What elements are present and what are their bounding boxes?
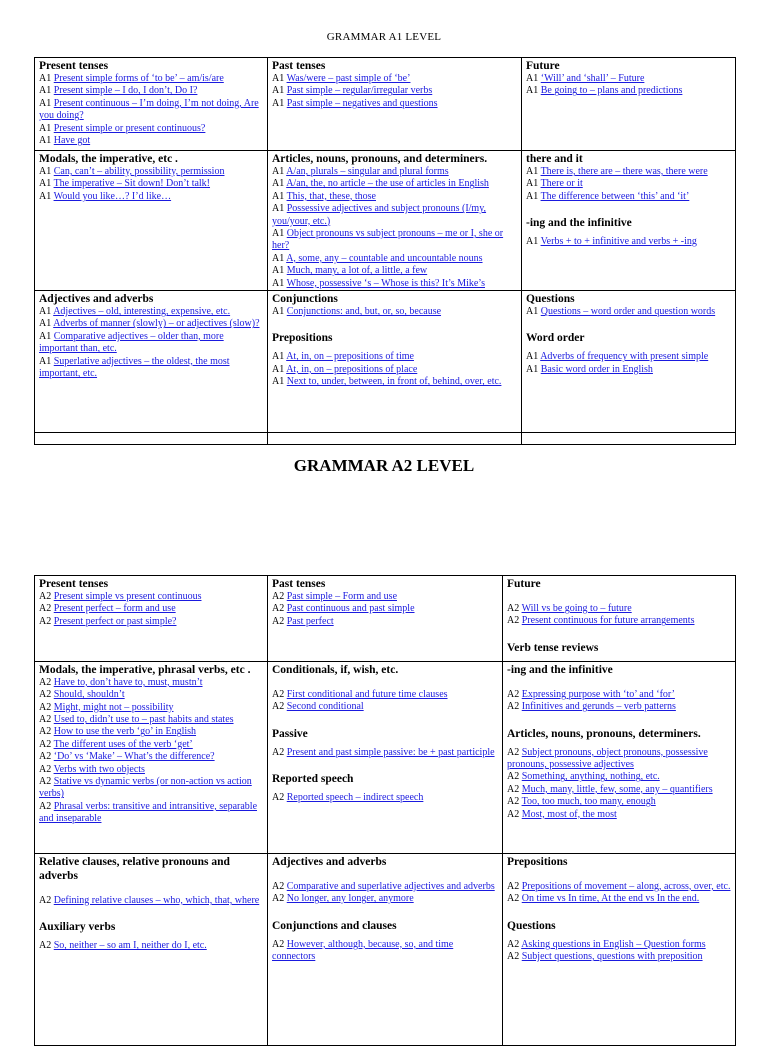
section-heading: Questions [526,293,575,306]
topic-link[interactable]: Most, most of, the most [521,808,617,820]
level-label: A1 [39,190,52,202]
table-cell [35,58,268,151]
level-label: A2 [507,771,520,783]
list-item [39,714,264,726]
level-label: A2 [507,938,520,950]
topic-link[interactable]: Expressing purpose with ‘to’ and ‘for’ [521,688,675,700]
topic-link[interactable]: ‘Do’ vs ‘Make’ – What’s the difference? [53,751,215,763]
level-label: A2 [39,738,52,750]
topic-link[interactable]: ‘Will’ and ‘shall’ – Future [540,73,645,84]
list-item [39,191,264,203]
list-item [39,726,264,738]
level-label: A2 [39,800,52,812]
topic-link[interactable]: Something, anything, nothing, etc. [521,771,660,783]
list-item [39,331,264,356]
section-heading: Modals, the imperative, etc . [39,153,178,165]
list-item [507,747,732,772]
level-label: A1 [272,277,285,289]
topic-link[interactable]: Comparative adjectives – older than, more important than, etc. [39,330,224,355]
empty-cell [35,433,268,445]
section-heading: Conjunctions [272,293,338,306]
topic-link[interactable]: At, in, on – prepositions of time [286,351,414,363]
topic-link[interactable]: On time vs In time, At the end vs In the end. [521,893,700,905]
list-item [39,801,264,826]
topic-link[interactable]: A/an, the, no article – the use of articles in English [286,178,489,190]
section-heading: there and it [526,153,583,165]
section-heading: Auxiliary verbs [39,921,116,934]
list-item [272,191,518,203]
topic-link[interactable]: Second conditional [286,701,364,713]
section-heading: Verb tense reviews [507,641,599,654]
topic-link[interactable]: Present simple vs present continuous [53,591,202,602]
topic-link[interactable]: Past simple – negatives and questions [286,97,438,109]
level-label: A2 [272,603,285,615]
table-cell [503,853,736,1045]
a2-grammar-table [34,575,736,1046]
level-label: A1 [39,166,52,177]
list-item [507,881,732,893]
topic-link[interactable]: This, that, these, those [286,190,376,202]
level-label: A1 [272,351,285,363]
a1-grammar-table [34,57,736,445]
topic-link[interactable]: Past simple – Form and use [286,591,398,602]
level-label: A1 [39,330,52,342]
level-label: A1 [272,252,285,264]
topic-link[interactable]: Stative vs dynamic verbs (or non-action vs action verbs) [39,776,252,800]
topic-link[interactable]: Will vs be going to – future [521,603,632,614]
topic-link[interactable]: Might, might not – possibility [53,701,174,713]
level-label: A2 [39,763,52,775]
topic-link[interactable]: Possessive adjectives and subject pronouns (I/my, you/your, etc.) [272,203,487,227]
list-item [39,751,264,763]
section-heading: Prepositions [272,332,333,345]
list-item [526,166,732,178]
level-label: A1 [272,203,285,215]
level-label: A2 [507,746,520,758]
section-heading: Questions [507,919,556,932]
level-label: A1 [526,236,539,248]
level-label: A1 [39,73,52,84]
level-label: A2 [39,751,52,763]
section-heading: -ing and the infinitive [526,217,632,230]
level-label: A2 [39,701,52,713]
level-label: A2 [39,603,52,615]
list-item [272,203,518,228]
level-label: A2 [272,688,285,700]
section-heading: Conjunctions and clauses [272,919,397,932]
list-item [507,784,732,796]
level-label: A1 [39,355,52,367]
list-item [39,677,264,689]
table-cell [522,151,736,291]
list-item [272,603,499,615]
level-label: A1 [272,228,285,240]
list-item [507,701,732,713]
level-label: A1 [526,85,539,97]
section-heading: Word order [526,332,585,345]
level-label: A2 [507,951,520,963]
table-cell [268,576,503,662]
topic-link[interactable]: Was/were – past simple of ‘be’ [286,73,411,84]
table-cell [268,58,522,151]
list-item [272,166,518,178]
topic-link[interactable]: Adverbs of frequency with present simple [540,351,709,363]
level-label: A2 [39,689,52,701]
topic-link[interactable]: Present continuous for future arrangements [521,615,695,627]
level-label: A1 [272,306,285,318]
topic-link[interactable]: Present perfect – form and use [53,603,176,615]
level-label: A2 [39,591,52,602]
section-heading: Conditionals, if, wish, etc. [272,663,399,676]
topic-link[interactable]: Adjectives – old, interesting, expensive, etc. [53,306,231,318]
topic-link[interactable]: Comparative and superlative adjectives and adverbs [286,880,495,892]
topic-link[interactable]: Past simple – regular/irregular verbs [286,85,433,97]
list-item [526,73,732,85]
list-item [39,616,264,628]
list-item [526,236,732,248]
topic-link[interactable]: Used to, didn’t use to – past habits and states [53,714,234,726]
section-heading: Future [526,60,560,72]
section-heading: Past tenses [272,578,326,590]
level-label: A2 [507,808,520,820]
table-cell [35,576,268,662]
list-item [272,939,499,964]
list-item [272,253,518,265]
level-label: A1 [272,178,285,190]
list-item [272,73,518,85]
level-label: A2 [39,726,52,738]
list-item [39,356,264,381]
topic-link[interactable]: Can, can’t – ability, possibility, permission [53,166,225,177]
list-item [272,228,518,253]
topic-link[interactable]: Have got [53,135,91,147]
topic-link[interactable]: There is, there are – there was, there were [540,166,708,177]
list-item [39,123,264,135]
topic-link[interactable]: Subject questions, questions with preposition [521,951,703,963]
list-item [272,893,499,905]
level-label: A1 [272,190,285,202]
table-cell [35,291,268,433]
list-item [507,689,732,701]
topic-link[interactable]: Past continuous and past simple [286,603,415,615]
list-item [39,776,264,801]
list-item [39,603,264,615]
table-cell [503,661,736,853]
level-label: A2 [39,615,52,627]
level-label: A1 [39,306,52,318]
level-label: A1 [39,318,52,330]
list-item [39,689,264,701]
topic-link[interactable]: First conditional and future time clauses [286,688,448,700]
level-label: A2 [272,615,285,627]
level-label: A2 [39,714,52,726]
topic-link[interactable]: Adverbs of manner (slowly) – or adjectives (slow)? [53,318,260,330]
topic-link[interactable]: There or it [540,178,583,190]
empty-cell [268,433,522,445]
level-label: A2 [507,615,520,627]
section-heading: Adjectives and adverbs [39,293,154,306]
level-label: A2 [39,676,52,688]
table-cell [35,151,268,291]
level-label: A1 [272,97,285,109]
level-label: A2 [507,783,520,795]
level-label: A2 [507,893,520,905]
list-item [272,701,499,713]
topic-link[interactable]: Questions – word order and question words [540,306,716,318]
topic-link[interactable]: Reported speech – indirect speech [286,792,424,804]
list-item [272,747,499,759]
level-label: A2 [507,701,520,713]
topic-link[interactable]: Be going to – plans and predictions [540,85,683,97]
a2-section-title: GRAMMAR A2 LEVEL [293,456,475,475]
list-item [526,351,732,363]
list-item [526,85,732,97]
level-label: A1 [272,265,285,277]
level-label: A1 [526,73,539,84]
topic-link[interactable]: How to use the verb ‘go’ in English [53,726,197,738]
list-item [272,792,499,804]
topic-link[interactable]: Next to, under, between, in front of, behind, over, etc. [286,376,502,388]
list-item [39,85,264,97]
section-heading: Modals, the imperative, phrasal verbs, etc . [39,663,251,676]
list-item [526,364,732,376]
list-item [272,306,518,318]
table-cell [522,58,736,151]
a1-page-title: GRAMMAR A1 LEVEL [326,31,442,43]
topic-link[interactable]: At, in, on – prepositions of place [286,363,418,375]
topic-link[interactable]: Too, too much, too many, enough [521,796,656,808]
topic-link[interactable]: Asking questions in English – Question forms [521,938,706,950]
topic-link[interactable]: Would you like…? I’d like… [53,190,172,202]
list-item [39,739,264,751]
list-item [272,881,499,893]
level-label: A1 [39,122,52,134]
list-item [272,591,499,603]
level-label: A1 [526,166,539,177]
topic-link[interactable]: Present simple or present continuous? [53,122,206,134]
level-label: A2 [39,894,52,906]
topic-link[interactable]: Present simple – I do, I don’t, Do I? [53,85,198,97]
topic-link[interactable]: Have to, don’t have to, must, mustn’t [53,676,203,688]
table-cell [522,291,736,433]
topic-link[interactable]: The imperative – Sit down! Don’t talk! [53,178,211,190]
topic-link[interactable]: Verbs with two objects [53,763,145,775]
list-item [39,764,264,776]
topic-link[interactable]: Phrasal verbs: transitive and intransitive, separable and inseparable [39,800,258,825]
topic-link[interactable]: So, neither – so am I, neither do I, etc. [53,940,207,952]
list-item [272,265,518,277]
list-item [39,73,264,85]
list-item [39,318,264,330]
topic-link[interactable]: Object pronouns vs subject pronouns – me or I, she or her? [272,228,504,252]
table-row [35,151,736,291]
list-item [507,615,732,627]
topic-link[interactable]: Infinitives and gerunds – verb patterns [521,701,676,713]
list-item [507,771,732,783]
table-cell [268,151,522,291]
level-label: A1 [272,73,285,84]
section-heading: Passive [272,727,308,740]
level-label: A2 [272,792,285,804]
topic-link[interactable]: Verbs + to + infinitive and verbs + -ing [540,236,697,248]
list-item [39,178,264,190]
list-item [507,796,732,808]
list-item [272,376,518,388]
section-heading: Present tenses [39,60,109,72]
section-heading: Adjectives and adverbs [272,855,387,868]
list-item [272,178,518,190]
list-item [39,940,264,952]
topic-link[interactable]: No longer, any longer, anymore [286,893,414,905]
table-cell [268,661,503,853]
list-item [39,135,264,147]
list-item [507,893,732,905]
list-item [272,98,518,110]
level-label: A1 [39,85,52,97]
list-item [272,85,518,97]
list-item [507,603,732,615]
topic-link[interactable]: Conjunctions: and, but, or, so, because [286,306,442,318]
topic-link[interactable]: Present and past simple passive: be + past participle [286,746,495,758]
list-item [272,351,518,363]
topic-link[interactable]: Defining relative clauses – who, which, that, where [53,894,260,906]
level-label: A2 [39,776,52,788]
level-label: A2 [507,796,520,808]
level-label: A2 [272,880,285,892]
empty-cell [522,433,736,445]
level-label: A1 [526,178,539,190]
topic-link[interactable]: Much, many, a lot of, a little, a few [286,265,428,277]
topic-link[interactable]: Superlative adjectives – the oldest, the most important, etc. [39,355,230,380]
level-label: A2 [507,688,520,700]
topic-link[interactable]: A, some, any – countable and uncountable nouns [286,252,483,264]
table-row [35,433,736,445]
level-label: A1 [272,376,285,388]
table-row [35,853,736,1045]
topic-link[interactable]: Basic word order in English [540,363,653,375]
list-item [39,591,264,603]
topic-link[interactable]: Present perfect or past simple? [53,615,177,627]
level-label: A1 [272,363,285,375]
level-label: A1 [526,190,539,202]
list-item [272,616,499,628]
topic-link[interactable]: Whose, possessive ‘s – Whose is this? It’s Mike’s [286,277,485,289]
list-item [39,306,264,318]
level-label: A2 [272,701,285,713]
list-item [507,951,732,963]
topic-link[interactable]: However, although, because, so, and time connectors [272,938,454,963]
table-row [35,661,736,853]
level-label: A1 [39,135,52,147]
level-label: A2 [272,746,285,758]
topic-link[interactable]: Much, many, little, few, some, any – quantifiers [521,783,713,795]
list-item [39,895,264,907]
level-label: A2 [507,603,520,614]
list-item [507,809,732,821]
topic-link[interactable]: Present continuous – I’m doing, I’m not doing, Are you doing? [39,97,259,122]
table-row [35,576,736,662]
level-label: A2 [272,591,285,602]
level-label: A1 [526,351,539,363]
list-item [272,278,518,290]
table-cell [35,853,268,1045]
list-item [526,306,732,318]
section-heading: Past tenses [272,60,326,72]
list-item [526,178,732,190]
level-label: A1 [272,85,285,97]
level-label: A2 [39,940,52,952]
topic-link[interactable]: The difference between ‘this’ and ‘it’ [540,190,690,202]
list-item [39,166,264,178]
topic-link[interactable]: Should, shouldn’t [53,689,125,701]
table-cell [268,853,503,1045]
section-heading: Relative clauses, relative pronouns and adverbs [39,855,230,882]
topic-link[interactable]: Present simple forms of ‘to be’ – am/is/are [53,73,224,84]
level-label: A2 [272,893,285,905]
topic-link[interactable]: Prepositions of movement – along, across, over, etc. [521,880,731,892]
list-item [39,702,264,714]
level-label: A1 [39,97,52,109]
list-item [272,689,499,701]
table-row [35,58,736,151]
list-item [39,98,264,123]
section-heading: Reported speech [272,773,354,786]
list-item [507,939,732,951]
list-item [526,191,732,203]
table-cell [35,661,268,853]
section-heading: Articles, nouns, pronouns, and determiners. [272,153,488,165]
topic-link[interactable]: The different uses of the verb ‘get’ [53,738,193,750]
topic-link[interactable]: Past perfect [286,615,334,627]
level-label: A1 [272,166,285,177]
section-heading: -ing and the infinitive [507,663,613,676]
list-item [272,364,518,376]
level-label: A1 [526,306,539,318]
table-cell [503,576,736,662]
table-row [35,291,736,433]
level-label: A1 [39,178,52,190]
level-label: A2 [507,880,520,892]
level-label: A1 [526,363,539,375]
section-heading: Future [507,578,541,590]
topic-link[interactable]: Subject pronouns, object pronouns, possessive pronouns, possessive adjectives [507,746,708,771]
level-label: A2 [272,938,285,950]
topic-link[interactable]: A/an, plurals – singular and plural forms [286,166,449,177]
table-cell [268,291,522,433]
section-heading: Present tenses [39,578,109,590]
section-heading: Articles, nouns, pronouns, determiners. [507,727,701,740]
section-heading: Prepositions [507,855,568,868]
